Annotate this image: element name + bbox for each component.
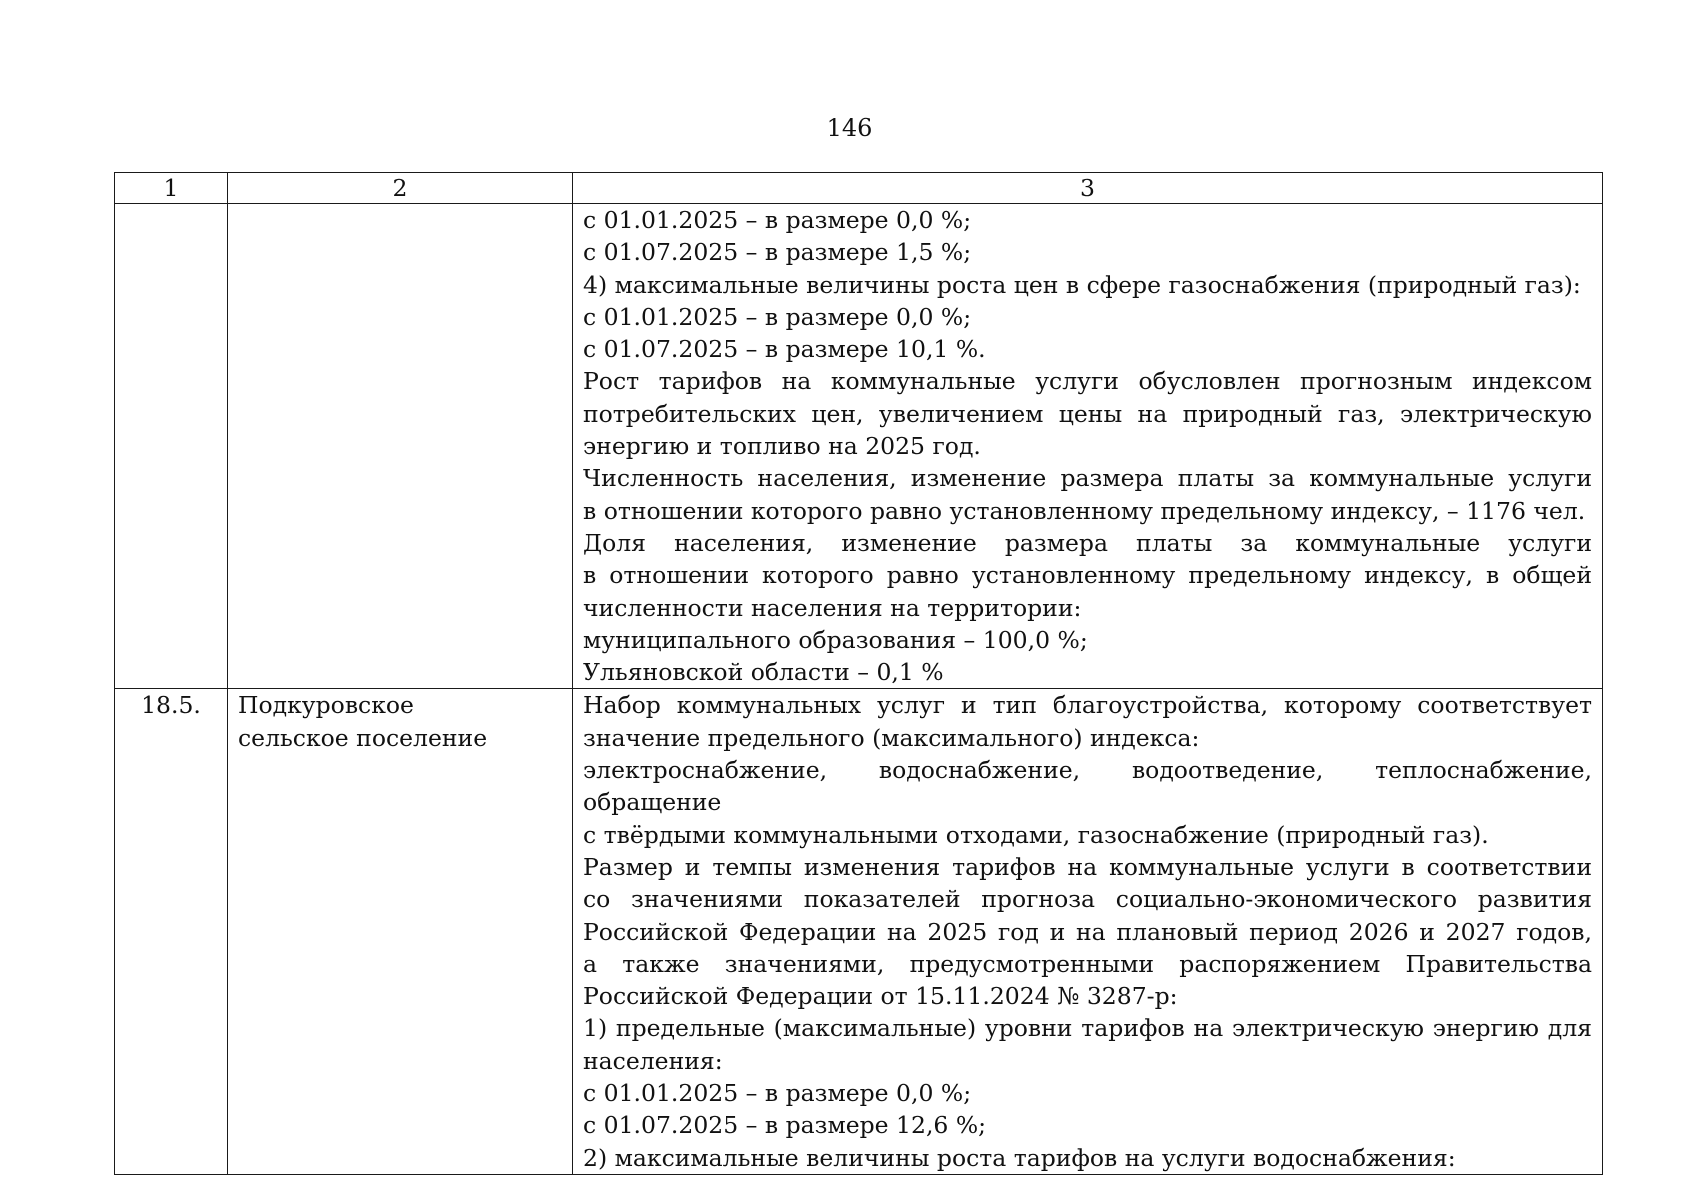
settlement-name-line: Подкуровское bbox=[238, 691, 414, 720]
content-line: 2) максимальные величины роста тарифов на услуги водоснабжения: bbox=[583, 1143, 1456, 1172]
content-line: с 01.07.2025 – в размере 10,1 %. bbox=[583, 335, 986, 364]
paragraph-line: в отношении которого равно установленному предельному индексу, в общей bbox=[583, 561, 1592, 590]
paragraph-line: численности населения на территории: bbox=[583, 593, 1082, 622]
paragraph-line: Набор коммунальных услуг и тип благоустройства, которому соответствует bbox=[583, 691, 1592, 720]
paragraph-line: 1) предельные (максимальные) уровни тарифов на электрическую энергию для bbox=[583, 1014, 1592, 1043]
row-content-cell bbox=[573, 689, 1603, 1174]
paragraph-line: Численность населения, изменение размера платы за коммунальные услуги bbox=[583, 464, 1592, 493]
paragraph-line: населения: bbox=[583, 1046, 723, 1075]
paragraph-line: Рост тарифов на коммунальные услуги обусловлен прогнозным индексом bbox=[583, 367, 1592, 396]
paragraph-line: Российской Федерации на 2025 год и на плановый период 2026 и 2027 годов, bbox=[583, 917, 1592, 946]
tariff-table bbox=[114, 172, 1603, 1175]
table-row bbox=[115, 689, 1603, 1174]
content-line: Ульяновской области – 0,1 % bbox=[583, 658, 944, 687]
column-header-3: 3 bbox=[573, 173, 1603, 204]
paragraph-line: электроснабжение, водоснабжение, водоотведение, теплоснабжение, обращение bbox=[583, 756, 1592, 817]
content-line: с 01.07.2025 – в размере 1,5 %; bbox=[583, 238, 972, 267]
table-row bbox=[115, 204, 1603, 689]
content-line: муниципального образования – 100,0 %; bbox=[583, 625, 1088, 654]
content-line: с 01.01.2025 – в размере 0,0 %; bbox=[583, 1079, 972, 1108]
paragraph-line: в отношении которого равно установленному предельному индексу, – 1176 чел. bbox=[583, 496, 1586, 525]
settlement-name-line: сельское поселение bbox=[238, 723, 488, 752]
paragraph-line: потребительских цен, увеличением цены на природный газ, электрическую bbox=[583, 399, 1592, 428]
paragraph-line: Доля населения, изменение размера платы за коммунальные услуги bbox=[583, 528, 1592, 557]
row-name-cell bbox=[228, 689, 573, 1174]
paragraph-line: значение предельного (максимального) индекса: bbox=[583, 723, 1200, 752]
row-number-cell: 18.5. bbox=[115, 689, 228, 1174]
page-number: 146 bbox=[826, 114, 873, 142]
paragraph-line: Российской Федерации от 15.11.2024 № 3287-р: bbox=[583, 982, 1178, 1011]
table-header-row bbox=[115, 173, 1603, 204]
paragraph-line: со значениями показателей прогноза социально-экономического развития bbox=[583, 885, 1592, 914]
content-line: с 01.01.2025 – в размере 0,0 %; bbox=[583, 302, 972, 331]
row-number-cell bbox=[115, 204, 228, 689]
paragraph-line: Размер и темпы изменения тарифов на коммунальные услуги в соответствии bbox=[583, 852, 1592, 881]
paragraph-line: а также значениями, предусмотренными распоряжением Правительства bbox=[583, 949, 1592, 978]
paragraph-line: с твёрдыми коммунальными отходами, газоснабжение (природный газ). bbox=[583, 820, 1489, 849]
column-header-1: 1 bbox=[115, 173, 228, 204]
content-line: с 01.07.2025 – в размере 12,6 %; bbox=[583, 1111, 987, 1140]
content-line: 4) максимальные величины роста цен в сфере газоснабжения (природный газ): bbox=[583, 270, 1581, 299]
row-content-cell bbox=[573, 204, 1603, 689]
column-header-2: 2 bbox=[228, 173, 573, 204]
content-line: с 01.01.2025 – в размере 0,0 %; bbox=[583, 206, 972, 234]
paragraph-line: энергию и топливо на 2025 год. bbox=[583, 432, 981, 461]
row-name-cell bbox=[228, 204, 573, 689]
